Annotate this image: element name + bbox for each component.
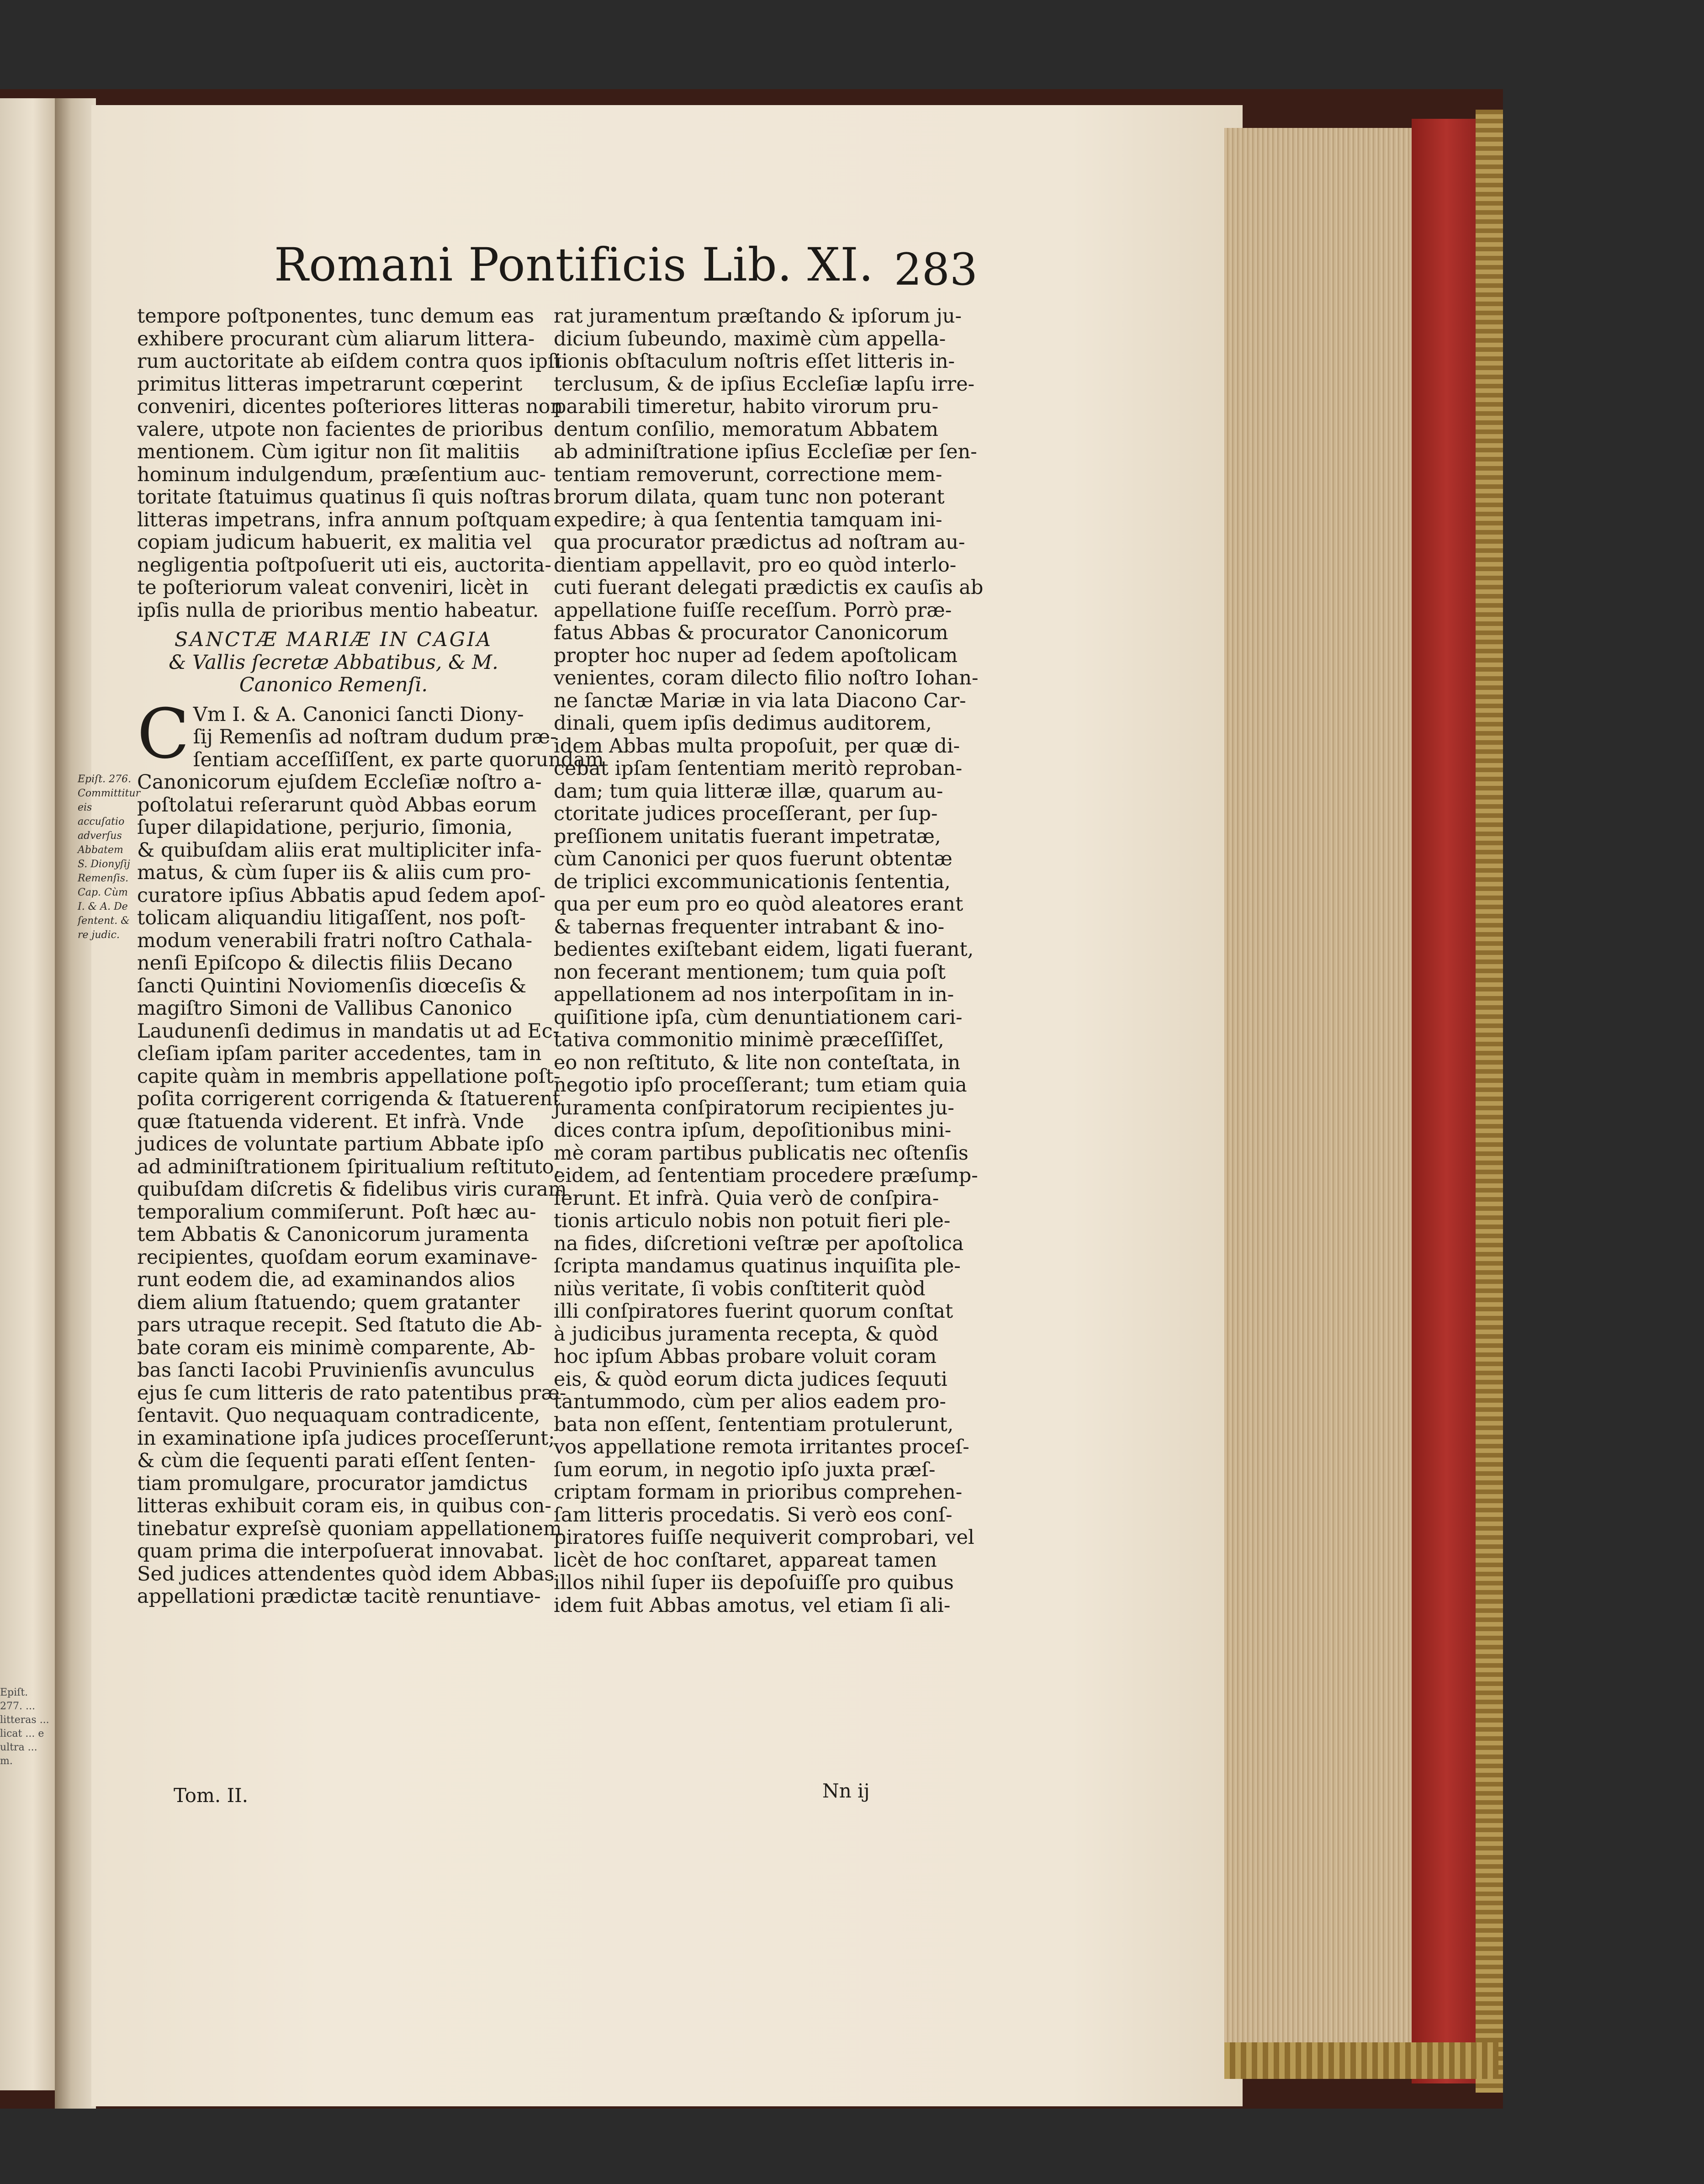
text-line: quibuſdam diſcretis & fidelibus viris curam — [137, 1178, 567, 1201]
text-line: dices contra ipſum, depoſitionibus mini- — [554, 1119, 952, 1142]
text-line: toritate ſtatuimus quatinus ſi quis noſtras — [137, 486, 550, 509]
text-line: eo non reſtituto, & lite non conteſtata, in — [554, 1051, 961, 1074]
text-line: juramenta conſpiratorum recipientes ju- — [554, 1096, 954, 1119]
text-line: ſcripta mandamus quatinus inquiſita ple- — [554, 1255, 961, 1278]
text-line: ſentavit. Quo nequaquam contradicente, — [137, 1404, 540, 1427]
text-line: ctoritate judices proceſſerant, per ſup- — [554, 802, 938, 825]
text-line: diem alium ſtatuendo; quem gratanter — [137, 1291, 520, 1314]
text-line: tempore poſtponentes, tunc demum eas — [137, 305, 534, 328]
text-line: piratores fuiſſe nequiverit comprobari, vel — [554, 1526, 974, 1549]
text-line: dentum conſilio, memoratum Abbatem — [554, 418, 938, 441]
text-line: Sed judices attendentes quòd idem Abbas — [137, 1562, 555, 1585]
text-line: idem Abbas multa propoſuit, per quæ di- — [554, 734, 960, 758]
text-line: tolicam aliquandiu litigaſſent, nos poſt- — [137, 906, 526, 929]
text-line: criptam formam in prioribus comprehen- — [554, 1481, 963, 1504]
text-line: Laudunenſi dedimus in mandatis ut ad Ec- — [137, 1019, 560, 1043]
text-line: de triplici excommunicationis ſententia, — [554, 870, 951, 893]
text-line: parabili timeretur, habito virorum pru- — [554, 395, 939, 418]
text-line: ſentiam acceſſiſſent, ex parte quorundam — [193, 748, 604, 771]
book-gutter — [55, 98, 96, 2109]
text-line: ab adminiſtratione ipſius Eccleſiæ per ſen- — [554, 440, 977, 463]
left-column-top-text — [137, 305, 563, 622]
text-line: ſum eorum, in negotio ipſo juxta præſ- — [554, 1458, 936, 1481]
text-line: bas ſancti Iacobi Pruvinienſis avunculus — [137, 1359, 535, 1382]
text-line: tionis obſtaculum noſtris eſſet litteris in- — [554, 350, 955, 373]
text-line: nenſi Epiſcopo & dilectis filiis Decano — [137, 952, 513, 975]
text-line: na fides, diſcretioni veſtræ per apoſtolica — [554, 1232, 964, 1255]
text-line: ſerunt. Et infrà. Quia verò de conſpira- — [554, 1187, 939, 1210]
text-line: qua per eum pro eo quòd aleatores erant — [554, 893, 963, 916]
text-line: & quibuſdam aliis erat multipliciter infa- — [137, 838, 542, 862]
text-line: rum auctoritate ab eiſdem contra quos ipſi — [137, 350, 561, 373]
text-line: poſtolatui reſerarunt quòd Abbas eorum — [137, 793, 537, 816]
text-line: mè coram partibus publicatis nec oſtenſis — [554, 1141, 968, 1165]
text-line: quæ ſtatuenda viderent. Et infrà. Vnde — [137, 1110, 524, 1133]
text-line: expedire; à qua ſententia tamquam ini- — [554, 508, 942, 531]
text-line: ſij Remenſis ad noſtram dudum præ- — [193, 726, 557, 748]
text-line: modum venerabili fratri noſtro Cathala- — [137, 929, 533, 952]
page-header — [274, 238, 978, 302]
text-line: niùs veritate, ſi vobis conſtiterit quòd — [554, 1277, 926, 1300]
right-text-column — [554, 305, 984, 1617]
text-line: ne ſanctæ Mariæ in via lata Diacono Car- — [554, 689, 966, 712]
text-line: matus, & cùm ſuper iis & aliis cum pro- — [137, 861, 531, 884]
text-line: illi conſpiratores fuerint quorum conſtat — [554, 1300, 953, 1323]
text-line: cùm Canonici per quos fuerunt obtentæ — [554, 848, 953, 870]
section-rubric-title: SANCTÆ MARIÆ IN CAGIA — [174, 628, 493, 651]
drop-cap: C — [137, 694, 190, 774]
text-line: bedientes exiſtebant eidem, ligati fuerant, — [554, 938, 974, 961]
text-line: mentionem. Cùm igitur non ſit malitiis — [137, 440, 520, 463]
text-line: judices de voluntate partium Abbate ipſo — [137, 1133, 544, 1156]
text-line: ad adminiſtrationem ſpiritualium reſtituto, — [137, 1155, 561, 1178]
text-line: & tabernas frequenter intrabant & ino- — [554, 915, 945, 938]
text-line: dam; tum quia litteræ illæ, quarum au- — [554, 779, 943, 803]
text-line: tantummodo, cùm per alios eadem pro- — [554, 1390, 946, 1413]
page-block-edge — [1224, 128, 1421, 2074]
text-line: recipientes, quoſdam eorum examinave- — [137, 1246, 538, 1269]
text-line: appellationem ad nos interpoſitam in in- — [554, 983, 954, 1006]
text-line: cleſiam ipſam pariter accedentes, tam in — [137, 1042, 542, 1065]
text-line: illos nihil ſuper iis depoſuiſſe pro quibus — [554, 1571, 954, 1594]
signature-mark-volume: Tom. II. — [174, 1784, 249, 1807]
section-rubric-subtitle: & Vallis ſecretæ Abbatibus, & M. — [169, 651, 498, 674]
text-line: quam prima die interpoſuerat innovabat. — [137, 1540, 545, 1563]
text-line: Canonicorum ejuſdem Eccleſiæ noſtro a- — [137, 771, 542, 794]
text-line: tionis articulo nobis non potuit fieri ple- — [554, 1209, 951, 1232]
text-line: te poſteriorum valeat conveniri, licèt in — [137, 576, 529, 599]
text-line: appellatione fuiſſe receſſum. Porrò præ- — [554, 599, 952, 622]
letter-body — [137, 694, 604, 1608]
text-line: in examinatione ipſa judices proceſſerunt; — [137, 1426, 555, 1450]
gilt-border — [1476, 110, 1503, 2093]
text-line: bata non eſſent, ſententiam protulerunt, — [554, 1413, 954, 1436]
text-line: ejus ſe cum litteris de rato patentibus præ- — [137, 1381, 566, 1405]
text-line: bate coram eis minimè comparente, Ab- — [137, 1336, 535, 1359]
text-line: dientiam appellavit, pro eo quòd interlo- — [554, 553, 957, 577]
text-line: litteras impetrans, infra annum poſtquam — [137, 508, 551, 531]
text-line: tativa commonitio minimè præceſſiſſet, — [554, 1028, 944, 1051]
text-line: hoc ipſum Abbas probare voluit coram — [554, 1345, 937, 1368]
text-line: terclusum, & de ipſius Eccleſiæ lapſu irre- — [554, 372, 975, 396]
text-line: conveniri, dicentes poſteriores litteras non — [137, 395, 563, 418]
text-line: idem fuit Abbas amotus, vel etiam ſi ali- — [554, 1594, 951, 1617]
text-line: venientes, coram dilecto filio noſtro Iohan- — [554, 667, 979, 689]
text-line: non fecerant mentionem; tum quia poſt — [554, 960, 946, 984]
text-line: cebat ipſam ſententiam meritò reproban- — [554, 757, 963, 780]
text-line: tiam promulgare, procurator jamdictus — [137, 1472, 528, 1495]
running-head: Romani Pontificis Lib. XI. — [274, 238, 874, 292]
text-line: & cùm die ſequenti parati eſſent ſenten- — [137, 1449, 536, 1472]
text-line: eis, & quòd eorum dicta judices ſequuti — [554, 1368, 947, 1391]
text-line: Vm I. & A. Canonici ſancti Diony- — [193, 703, 524, 726]
text-line: ſam litteris procedatis. Si verò eos conſ- — [554, 1503, 953, 1527]
text-line: magiſtro Simoni de Vallibus Canonico — [137, 997, 513, 1020]
text-line: propter hoc nuper ad ſedem apoſtolicam — [554, 644, 958, 667]
text-line: cuti fuerant delegati prædictis ex cauſis ab — [554, 576, 984, 599]
text-line: exhibere procurant cùm aliarum littera- — [137, 327, 535, 350]
text-line: tentiam removerunt, correctione mem- — [554, 463, 942, 486]
section-rubric-subtitle-2: Canonico Remenſi. — [239, 673, 428, 696]
text-line: rat juramentum præſtando & ipſorum ju- — [554, 305, 962, 328]
text-line: negotio ipſo proceſſerant; tum etiam quia — [554, 1074, 967, 1097]
marginal-note: Epiſt. 276. Committitur eis accuſatio adverſus Abbatem S. Dionyſij Remenſis. Cap. Cùm I. & A. De ſentent. & re judic. — [78, 774, 141, 941]
text-line: curatore ipſius Abbatis apud ſedem apoſ- — [137, 884, 546, 907]
text-line: runt eodem die, ad examinandos alios — [137, 1268, 515, 1291]
gilt-border-bottom — [1224, 2042, 1498, 2079]
text-line: dicium ſubeundo, maximè cùm appella- — [554, 327, 946, 350]
page-number: 283 — [894, 244, 978, 295]
text-line: preſſionem unitatis fuerant impetratæ, — [554, 825, 941, 848]
text-line: eidem, ad ſententiam procedere præſump- — [554, 1164, 978, 1187]
text-line: copiam judicum habuerit, ex malitia vel — [137, 531, 532, 554]
text-line: negligentia poſtpoſuerit uti eis, auctorita- — [137, 553, 551, 577]
text-line: qua procurator prædictus ad noſtram au- — [554, 531, 965, 554]
text-line: brorum dilata, quam tunc non poterant — [554, 486, 945, 509]
text-line: ſuper dilapidatione, perjurio, ſimonia, — [137, 816, 513, 839]
text-line: quiſitione ipſa, cùm denuntiationem cari- — [554, 1006, 963, 1029]
text-line: ſancti Quintini Noviomenſis diœceſis & — [137, 974, 527, 997]
text-line: vos appellatione remota irritantes proceſ- — [554, 1436, 969, 1458]
text-line: ipſis nulla de prioribus mentio habeatur. — [137, 599, 539, 622]
text-line: à judicibus juramenta recepta, & quòd — [554, 1322, 939, 1346]
text-line: pars utraque recepit. Sed ſtatuto die Ab- — [137, 1314, 542, 1336]
text-line: appellationi prædictæ tacitè renuntiave- — [137, 1585, 541, 1608]
text-line: fatus Abbas & procurator Canonicorum — [554, 621, 948, 644]
left-page-edge — [0, 98, 55, 2090]
left-text-column — [137, 305, 604, 1608]
text-line: valere, utpote non facientes de prioribus — [137, 418, 544, 441]
text-line: hominum indulgendum, præſentium auc- — [137, 463, 546, 486]
text-line: tem Abbatis & Canonicorum juramenta — [137, 1223, 529, 1246]
signature-mark-gathering: Nn ij — [822, 1780, 870, 1802]
text-line: capite quàm in membris appellatione poſt- — [137, 1065, 561, 1088]
text-line: temporalium commiſerunt. Poſt hæc au- — [137, 1200, 536, 1224]
left-page-marginal-note: Epiſt. 277. ... litteras ... licat ... e ultra ... m. — [0, 1687, 49, 1767]
text-line: poſita corrigerent corrigenda & ſtatuerent — [137, 1087, 561, 1110]
text-line: primitus litteras impetrarunt cœperint — [137, 372, 523, 396]
text-line: tinebatur expreſsè quoniam appellationem — [137, 1517, 562, 1540]
text-line: licèt de hoc conſtaret, appareat tamen — [554, 1548, 937, 1572]
text-line: litteras exhibuit coram eis, in quibus con- — [137, 1495, 551, 1517]
text-line: dinali, quem ipſis dedimus auditorem, — [554, 712, 932, 735]
